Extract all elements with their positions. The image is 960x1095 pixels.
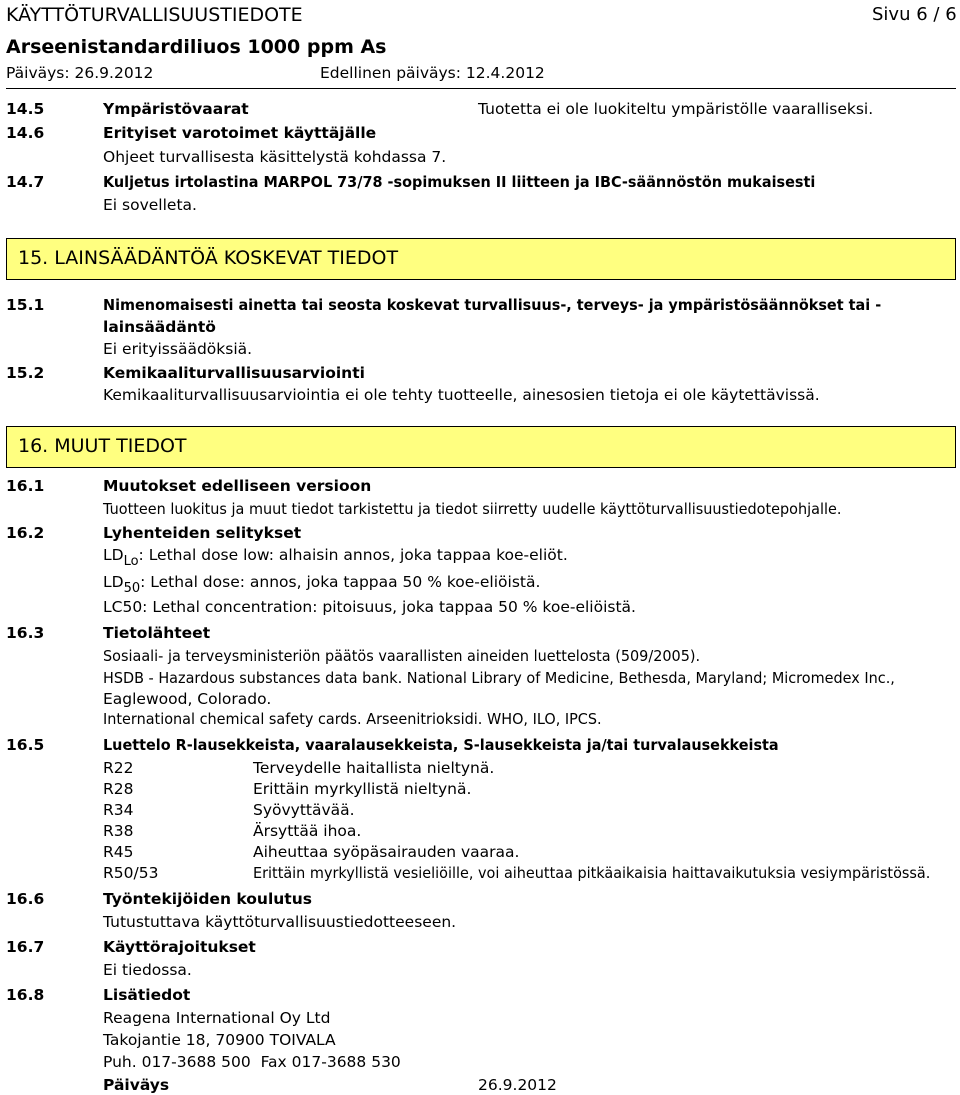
footer-date-value: 26.9.2012: [478, 1076, 557, 1094]
item-number: 16.2: [6, 524, 45, 542]
source-2: HSDB - Hazardous substances data bank. National Library of Medicine, Bethesda, Maryland; Micromedex Inc.,: [103, 669, 895, 687]
source-2-continued: Eaglewood, Colorado.: [103, 690, 272, 708]
r-phrase-code: R28: [103, 780, 134, 798]
company-name: Reagena International Oy Ltd: [103, 1009, 331, 1027]
item-number: 15.1: [6, 296, 45, 314]
document-type: KÄYTTÖTURVALLISUUSTIEDOTE: [6, 4, 303, 26]
item-title-continued: lainsäädäntö: [103, 318, 216, 336]
section-16-header: [6, 426, 956, 468]
item-number: 14.5: [6, 100, 45, 118]
item-title: Tietolähteet: [103, 624, 211, 642]
previous-date: Edellinen päiväys: 12.4.2012: [320, 64, 545, 82]
abbreviation-lc50: LC50: Lethal concentration: pitoisuus, joka tappaa 50 % koe-eliöistä.: [103, 598, 636, 616]
page-indicator: [872, 4, 957, 25]
r-phrase-text: Aiheuttaa syöpäsairauden vaaraa.: [253, 843, 520, 861]
item-title: Nimenomaisesti ainetta tai seosta koskevat turvallisuus-, terveys- ja ympäristösäännökset tai -: [103, 296, 882, 314]
item-number: 16.6: [6, 890, 45, 908]
item-number: 16.8: [6, 986, 45, 1004]
r-phrase-text: Terveydelle haitallista nieltynä.: [253, 759, 495, 777]
r-phrase-text: Erittäin myrkyllistä nieltynä.: [253, 780, 472, 798]
r-phrase-code: R22: [103, 759, 134, 777]
item-text: Tuotetta ei ole luokiteltu ympäristölle vaaralliseksi.: [478, 100, 874, 118]
item-title: Lisätiedot: [103, 986, 191, 1004]
item-title: Muutokset edelliseen versioon: [103, 477, 372, 495]
section-15-title: 15. LAINSÄÄDÄNTÖÄ KOSKEVAT TIEDOT: [18, 247, 399, 269]
issue-date: Päiväys: 26.9.2012: [6, 64, 154, 82]
page-label: Sivu: [872, 4, 911, 25]
r-phrase-text: Syövyttävää.: [253, 801, 355, 819]
page-current: 6: [916, 4, 928, 25]
item-number: 14.7: [6, 173, 45, 191]
company-phone: Puh. 017-3688 500 Fax 017-3688 530: [103, 1053, 401, 1071]
item-text: Ei sovelleta.: [103, 196, 197, 214]
r-phrase-text: Erittäin myrkyllistä vesieliöille, voi aiheuttaa pitkäaikaisia haittavaikutuksia vesiympäristössä.: [253, 864, 931, 882]
item-text: Ei tiedossa.: [103, 961, 192, 979]
item-number: 15.2: [6, 364, 45, 382]
abbreviation-ldlo: $LD_{Lo}$: Lethal dose low: alhaisin annos, joka tappaa koe-eliöt.: [103, 546, 568, 569]
item-number: 16.7: [6, 938, 45, 956]
source-3: International chemical safety cards. Arseenitrioksidi. WHO, ILO, IPCS.: [103, 710, 602, 728]
page-separator: /: [933, 4, 940, 25]
item-text: Ei erityissäädöksiä.: [103, 340, 253, 358]
item-text: Kemikaaliturvallisuusarviointia ei ole tehty tuotteelle, ainesosien tietoja ei ole käytettävissä.: [103, 386, 820, 404]
item-title: Työntekijöiden koulutus: [103, 890, 312, 908]
product-name: Arseenistandardiliuos 1000 ppm As: [6, 36, 387, 58]
item-title: Kuljetus irtolastina MARPOL 73/78 -sopimuksen II liitteen ja IBC-säännöstön mukaisesti: [103, 173, 816, 191]
footer-date-label: Päiväys: [103, 1076, 170, 1094]
item-title: Kemikaaliturvallisuusarviointi: [103, 364, 365, 382]
r-phrase-code: R34: [103, 801, 134, 819]
item-title: Käyttörajoitukset: [103, 938, 256, 956]
r-phrase-code: R45: [103, 843, 134, 861]
header-divider: [6, 88, 956, 89]
item-number: 16.5: [6, 736, 45, 754]
company-address: Takojantie 18, 70900 TOIVALA: [103, 1031, 336, 1049]
item-title: Erityiset varotoimet käyttäjälle: [103, 124, 377, 142]
item-number: 16.1: [6, 477, 45, 495]
page-total: 6: [945, 4, 957, 25]
r-phrase-code: R38: [103, 822, 134, 840]
item-title: Luettelo R-lausekkeista, vaaralausekkeista, S-lausekkeista ja/tai turvalausekkeista: [103, 736, 779, 754]
source-1: Sosiaali- ja terveysministeriön päätös vaarallisten aineiden luettelosta (509/2005).: [103, 647, 701, 665]
item-number: 16.3: [6, 624, 45, 642]
item-number: 14.6: [6, 124, 45, 142]
item-text: Ohjeet turvallisesta käsittelystä kohdassa 7.: [103, 148, 447, 166]
r-phrase-text: Ärsyttää ihoa.: [253, 822, 362, 840]
abbreviation-ld50: $LD_{50}$: Lethal dose: annos, joka tappaa 50 % koe-eliöistä.: [103, 573, 541, 596]
item-text: Tutustuttava käyttöturvallisuustiedotteeseen.: [103, 913, 457, 931]
item-title: Lyhenteiden selitykset: [103, 524, 302, 542]
section-15-header: [6, 238, 956, 280]
item-title: Ympäristövaarat: [103, 100, 249, 118]
r-phrase-code: R50/53: [103, 864, 159, 882]
section-16-title: 16. MUUT TIEDOT: [18, 435, 187, 457]
item-text: Tuotteen luokitus ja muut tiedot tarkistettu ja tiedot siirretty uudelle käyttöturvallisuustiedotepohjalle.: [103, 500, 842, 518]
